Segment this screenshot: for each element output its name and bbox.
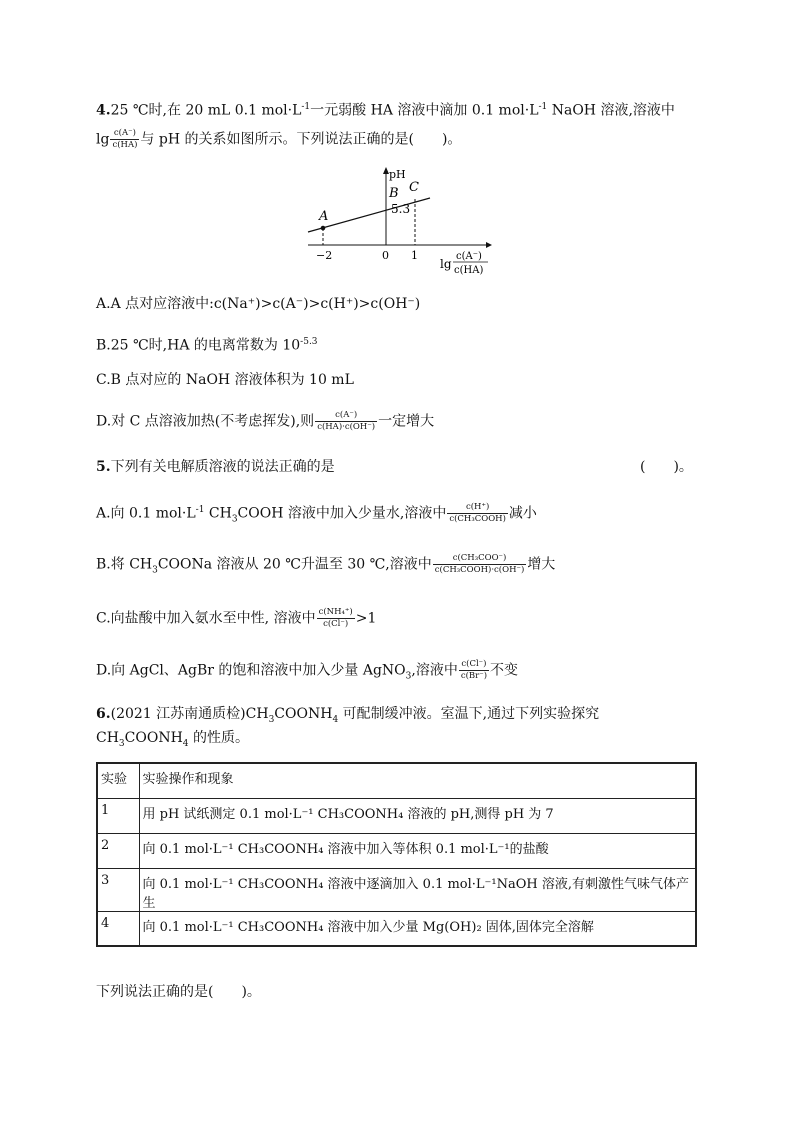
q6-stem-line2: $CH_3COONH_4$ 的性质。 [96, 730, 249, 749]
q4-option-d: D.对 C 点溶液加热(不考虑挥发),则 $\frac{c(A^-)}{c(HA)\cdot c(OH^-)}$ 一定增大 [96, 410, 435, 432]
q4-number: 4. [96, 102, 111, 119]
q6-stem-line1: 6.(2021 江苏南通质检)$CH_3COONH_4$ 可配制缓冲液。室温下,通过下列实验探究 [96, 706, 600, 725]
q5-option-d: D.向 AgCl、AgBr 的饱和溶液中加入少量 AgNO$_3$,溶液中 $\frac{c(Cl^-)}{c(Br^-)}$ 不变 [96, 659, 519, 682]
table-row: 3 向 0.1 mol·L⁻¹ CH₃COONH₄ 溶液中逐滴加入 0.1 mol·L⁻¹NaOH 溶液,有刺激性气味气体产生 [97, 868, 696, 911]
q4-stem-line2: lg $\frac{c(A^-)}{c(HA)}$ 与 pH 的关系如图所示。下列说法正确的是( )。 [96, 128, 462, 150]
q5-answer-bracket: ( )。 [640, 459, 693, 475]
y-axis-label: pH [389, 168, 406, 181]
q4-option-b: B.25 ℃时,HA 的电离常数为 $10^{-5.3}$ [96, 337, 318, 354]
q4-stem-line1: 4.25 ℃时,在 20 mL 0.1 $mol\cdot L^{-1}$一元弱酸 HA 溶液中滴加 0.1 $mol\cdot L^{-1}$ NaOH 溶液,溶液中 [96, 102, 675, 119]
x-axis-frac-num: c(A⁻) [456, 251, 482, 262]
q5-option-a: A.向 0.1 $mol\cdot L^{-1}$ $CH_3COOH$ 溶液中加入少量水,溶液中 $\frac{c(H^+)}{\text{c(CH₃COOH)}}$ 减小 [96, 502, 537, 525]
q4-option-a: A.A 点对应溶液中:c(Na⁺)>c(A⁻)>c(H⁺)>c(OH⁻) [96, 296, 421, 312]
x-axis-lg: lg [440, 257, 452, 271]
tick-1: 1 [411, 249, 418, 262]
table-row: 2 向 0.1 mol·L⁻¹ CH₃COONH₄ 溶液中加入等体积 0.1 mol·L⁻¹的盐酸 [97, 833, 696, 868]
q5-option-b: B.将 $CH_3COONa$ 溶液从 20 ℃升温至 30 ℃,溶液中 $\frac{\text{c(CH₃COO⁻)}}{\text{c(CH₃COOH)·c(OH⁻)}}$ 增大 [96, 553, 556, 576]
q6-experiment-table [96, 762, 697, 947]
value-5-3: 5.3 [391, 202, 411, 216]
point-b-label: B [389, 186, 399, 201]
table-row: 4 向 0.1 mol·L⁻¹ CH₃COONH₄ 溶液中加入少量 Mg(OH)₂ 固体,固体完全溶解 [97, 911, 696, 946]
table-row: 1 用 pH 试纸测定 0.1 mol·L⁻¹ CH₃COONH₄ 溶液的 pH,测得 pH 为 7 [97, 798, 696, 833]
q4-stem-fraction: $\frac{c(A^-)}{c(HA)}$ [112, 128, 138, 150]
q4-graph [300, 160, 500, 285]
tick-minus-2: −2 [316, 249, 333, 262]
point-a-marker [321, 226, 326, 231]
table-header-row [97, 763, 696, 798]
q4-option-c: C.B 点对应的 NaOH 溶液体积为 10 mL [96, 372, 354, 388]
q6-closing: 下列说法正确的是( )。 [96, 984, 261, 1000]
q6-number: 6. [96, 706, 111, 722]
point-a-label: A [319, 209, 329, 224]
q5-stem: 5.下列有关电解质溶液的说法正确的是 [96, 459, 335, 475]
header-operation: 实验操作和现象 [139, 763, 696, 798]
q5-number: 5. [96, 459, 111, 475]
tick-0: 0 [382, 249, 389, 262]
header-experiment: 实验 [97, 763, 139, 798]
point-c-label: C [409, 180, 419, 195]
q5-option-c: C.向盐酸中加入氨水至中性, 溶液中 $\frac{\text{c(NH₄⁺)}}{c(Cl^-)}$ >1 [96, 607, 377, 629]
x-axis-frac-den: c(HA) [454, 265, 484, 276]
